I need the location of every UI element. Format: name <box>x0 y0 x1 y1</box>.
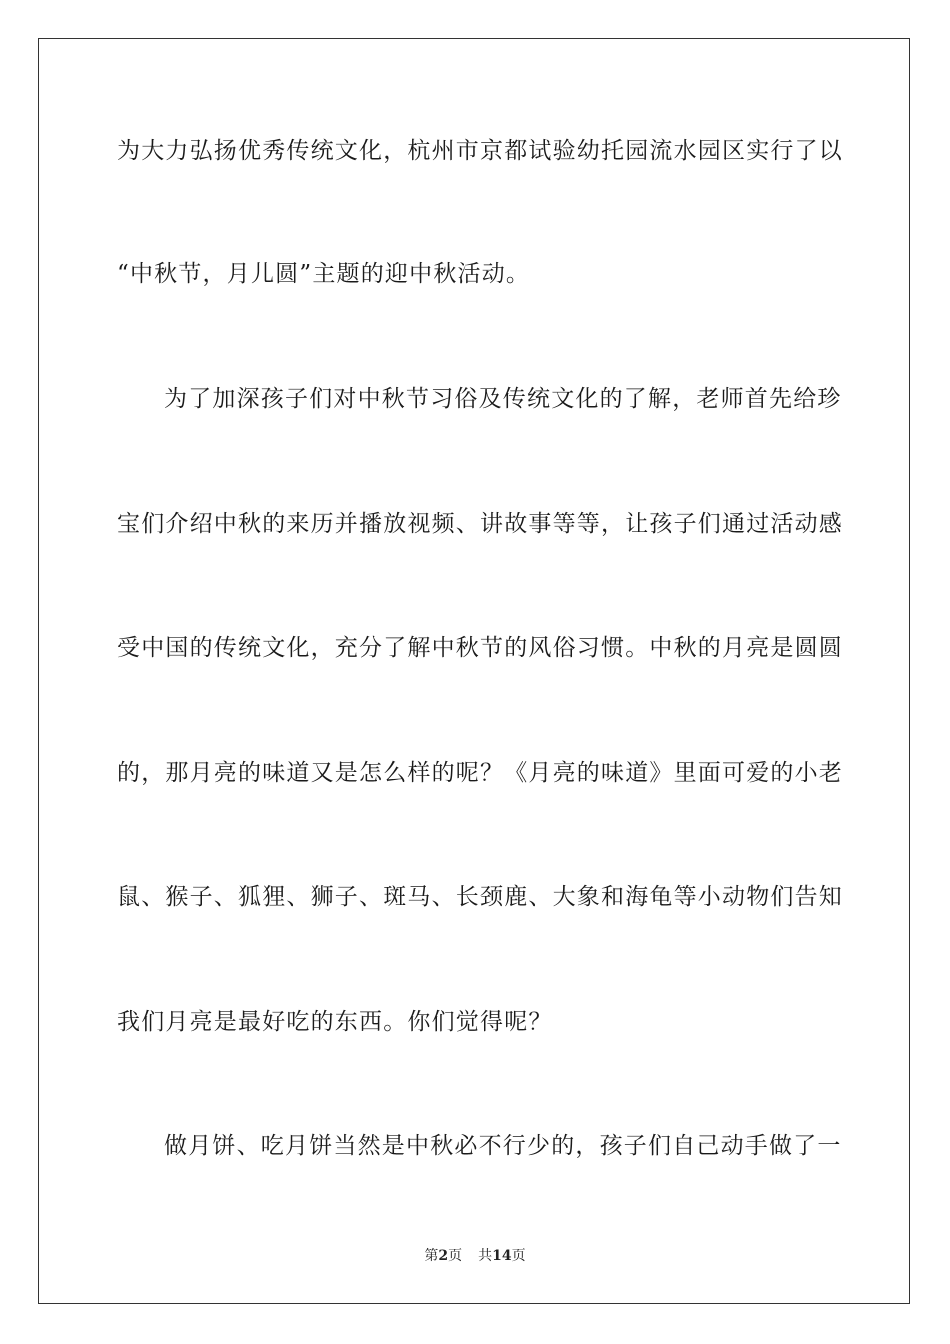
total-page-count: 14 <box>492 1248 512 1264</box>
paragraph-2-line-5: 鼠、猴子、狐狸、狮子、斑马、长颈鹿、大象和海龟等小动物们告知 <box>117 884 843 910</box>
paragraph-2-line-1: 为了加深孩子们对中秋节习俗及传统文化的了解，老师首先给珍 <box>164 386 842 412</box>
page-border <box>38 38 910 1304</box>
paragraph-1-line-1: 为大力弘扬优秀传统文化，杭州市京都试验幼托园流水园区实行了以 <box>117 138 843 164</box>
paragraph-2-line-2: 宝们介绍中秋的来历并播放视频、讲故事等等，让孩子们通过活动感 <box>117 511 843 537</box>
total-prefix: 共 <box>478 1248 493 1264</box>
total-suffix: 页 <box>511 1248 526 1264</box>
page-suffix: 页 <box>448 1248 463 1264</box>
paragraph-1-line-2: “中秋节，月儿圆”主题的迎中秋活动。 <box>117 261 531 287</box>
current-page-number: 2 <box>438 1248 449 1264</box>
paragraph-2-line-3: 受中国的传统文化，充分了解中秋节的风俗习惯。中秋的月亮是圆圆 <box>117 635 843 661</box>
paragraph-2-line-4: 的，那月亮的味道又是怎么样的呢？《月亮的味道》里面可爱的小老 <box>117 760 843 786</box>
paragraph-3-line-1: 做月饼、吃月饼当然是中秋必不行少的，孩子们自己动手做了一 <box>164 1133 842 1159</box>
page-footer <box>0 1247 950 1265</box>
page-prefix: 第 <box>424 1248 439 1264</box>
paragraph-2-line-6: 我们月亮是最好吃的东西。你们觉得呢？ <box>117 1009 553 1035</box>
